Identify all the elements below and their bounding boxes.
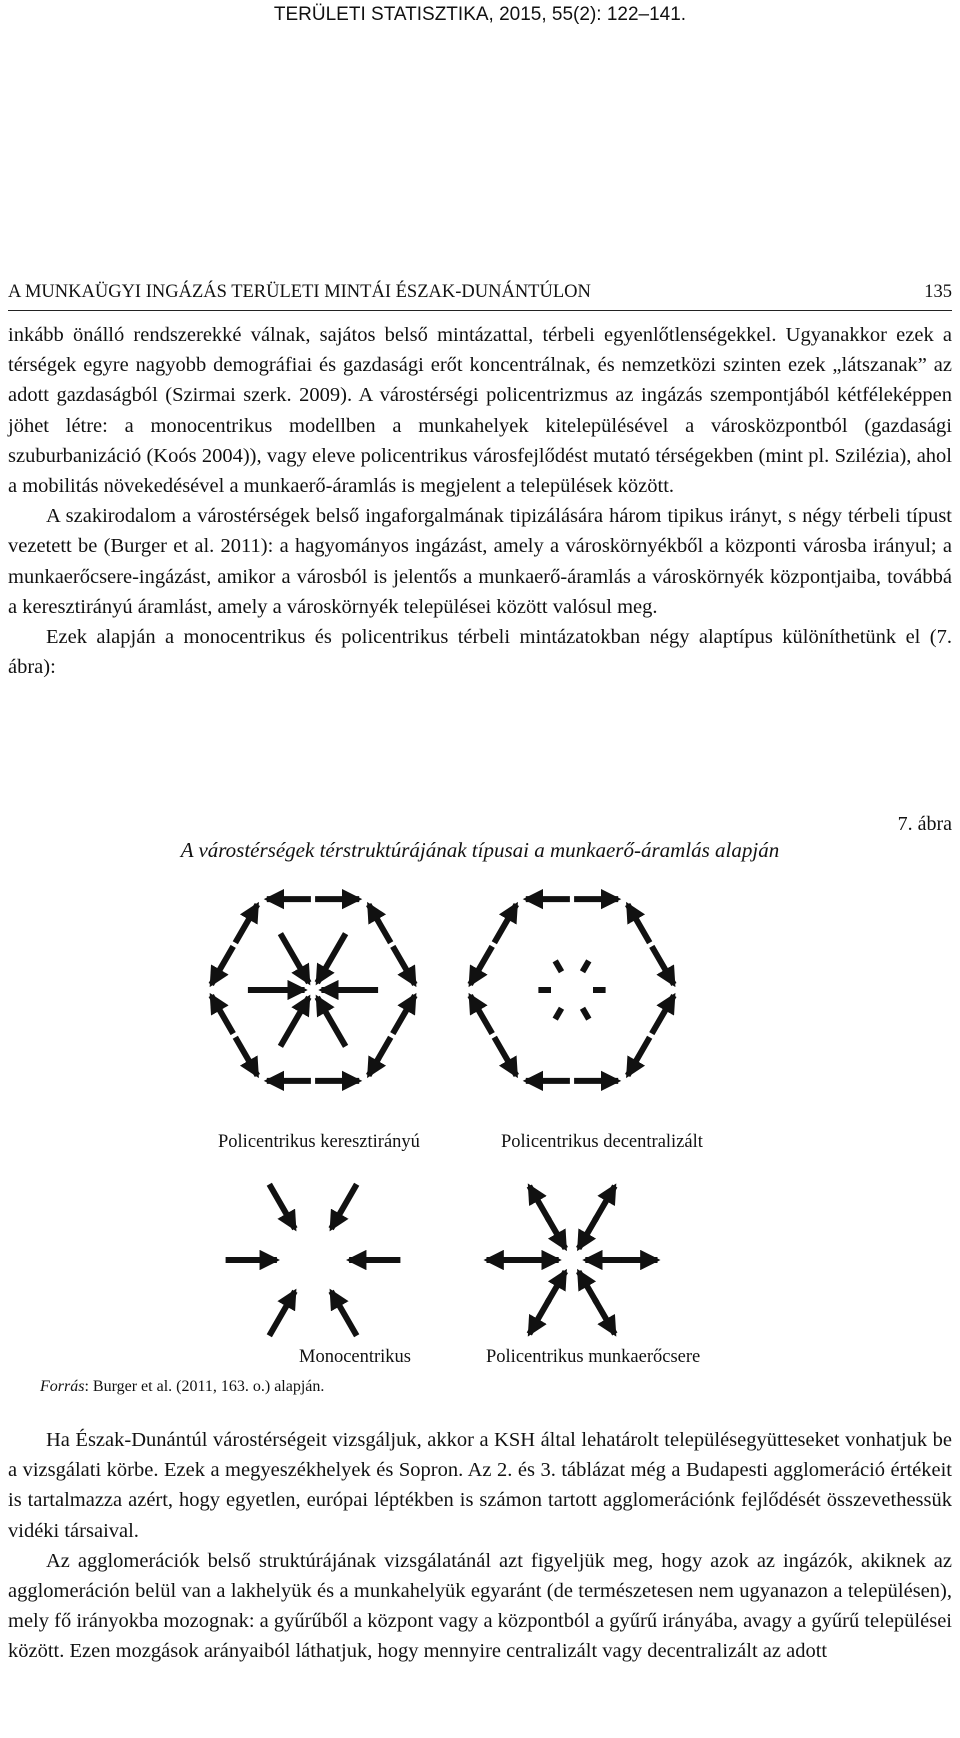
- exchange-arrows-icon: [487, 1186, 658, 1334]
- spoke-arrow-inward: [280, 934, 308, 983]
- spoke-arrow-inward: [317, 934, 345, 983]
- spoke-stub: [583, 1008, 589, 1019]
- edge-arrow: [470, 946, 492, 984]
- edge-arrow: [235, 905, 257, 943]
- panel-label-decentralized: Policentrikus decentralizált: [501, 1132, 703, 1152]
- spoke-stub: [555, 1008, 561, 1019]
- edge-arrow: [211, 946, 233, 984]
- spoke-arrow-outward: [595, 1300, 615, 1335]
- panel-label-exchange: Policentrikus munkaerőcsere: [486, 1347, 701, 1367]
- crossdirectional-arrows-icon: [211, 899, 415, 1081]
- edge-arrow: [211, 996, 233, 1034]
- edge-arrow: [652, 946, 674, 984]
- edge-arrow: [470, 996, 492, 1034]
- spoke-arrow-inward: [317, 997, 345, 1046]
- paragraph-5: Az agglomerációk belső struktúrájának vizsgálatánál azt figyeljük meg, hogy azok az ingázók, akiknek az agglomeráción belül van a lakhelyük és a munkahelyük egyaránt (de természetesen nem ugyanazon a településen), mely fő irányokba mozognak: a gyűrűből a központ vagy a központból a gyűrű irányába, avagy a gyűrű települései között. Ezen mozgások arányaiból láthatjuk, hogy mennyire centralizált vagy decentralizált az adott: [8, 1549, 952, 1663]
- spoke-stub: [555, 961, 561, 972]
- monocentric-arrows-icon: [226, 1184, 401, 1335]
- spoke-arrow-inward: [269, 1291, 295, 1335]
- paragraph-4: Ha Észak-Dunántúl várostérségeit vizsgáljuk, akkor a KSH által lehatárolt településegyütteseket vonhatjuk be a vizsgálati körbe. Ezek a megyeszékhelyek és Sopron. Az 2. és 3. táblázat még a Budapesti agglomeráció értékeit is tartalmazza azért, hogy egyetlen, európai léptékben is számon tartott agglomerációnk fejlődését összevethessük vidéki társaival.: [8, 1429, 952, 1542]
- edge-arrow: [369, 1037, 391, 1075]
- paragraph-1: inkább önálló rendszerekké válnak, sajátos belső mintázattal, térbeli egyenlőtlenségekkel. Ugyanakkor ezek a térségek egyre nagyobb demográfiai és gazdasági erőt koncentrálnak, és nemzetközi szinten ezek „látszanak” az adott gazdaságból (Szirmai szerk. 2009). A várostérségi policentrizmus az ingázás szempontjából kétféleképpen jöhet létre: a monocentrikus modellben a munkahelyek kitelepülésével a városközpontból (gazdasági szuburbanizáció (Koós 2004)), vagy eleve policentrikus városfejlődést mutató térségekben (mint pl. Szilézia), ahol a mobilitás növekedésével a munkaerő-áramlás is megjelent a települések között.: [8, 324, 952, 498]
- edge-arrow: [235, 1037, 257, 1075]
- spoke-arrow-inward: [331, 1184, 357, 1228]
- edge-arrow: [628, 1037, 650, 1075]
- spoke-arrow-inward: [269, 1184, 295, 1228]
- spoke-arrow-inward: [579, 1272, 597, 1303]
- edge-arrow: [393, 996, 415, 1034]
- edge-arrow: [494, 905, 516, 943]
- figure-number: 7. ábra: [897, 813, 952, 835]
- figure-title: A várostérségek térstruktúrájának típusai a munkaerő-áramlás alapján: [180, 838, 780, 862]
- spoke-arrow-outward: [529, 1300, 549, 1335]
- decentralized-arrows-icon: [470, 899, 674, 1081]
- journal-citation-header: TERÜLETI STATISZTIKA, 2015, 55(2): 122–141.: [273, 4, 687, 25]
- panel-label-monocentric: Monocentrikus: [299, 1347, 412, 1367]
- edge-arrow: [494, 1037, 516, 1075]
- spoke-arrow-inward: [280, 997, 308, 1046]
- panel-label-crossdirectional: Policentrikus keresztirányú: [218, 1132, 420, 1152]
- spoke-stub: [583, 961, 589, 972]
- edge-arrow: [628, 905, 650, 943]
- spoke-arrow-outward: [595, 1186, 615, 1221]
- spoke-arrow-outward: [529, 1186, 549, 1221]
- edge-arrow: [369, 905, 391, 943]
- paragraph-2: A szakirodalom a várostérségek belső ingaforgalmának tipizálására három tipikus irányt, s négy térbeli típust vezetett be (Burger et al. 2011): a hagyományos ingázást, amely a városkörnyékből a központi városba irányul; a munkaerőcsere-ingázást, amikor a városból is jelentős a munkaerő-áramlás a városkörnyék központjaiba, továbbá a keresztirányú áramlást, amely a városkörnyék települései között valósul meg.: [8, 505, 952, 618]
- spoke-arrow-inward: [547, 1272, 565, 1303]
- figure-source: [40, 1378, 324, 1396]
- source-prefix: Forrás: [40, 1378, 85, 1395]
- running-head-title: A MUNKAÜGYI INGÁZÁS TERÜLETI MINTÁI ÉSZAK-DUNÁNTÚLON: [8, 282, 591, 302]
- source-text: : Burger et al. (2011, 163. o.) alapján.: [84, 1378, 325, 1395]
- spoke-arrow-inward: [547, 1217, 565, 1248]
- spoke-arrow-inward: [331, 1291, 357, 1335]
- edge-arrow: [652, 996, 674, 1034]
- paragraph-3: Ezek alapján a monocentrikus és policentrikus térbeli mintázatokban négy alaptípus különíthetünk el (7. ábra):: [8, 626, 952, 679]
- body-text-bottom: [8, 1425, 952, 1667]
- edge-arrow: [393, 946, 415, 984]
- page-number: 135: [924, 282, 952, 302]
- spoke-arrow-inward: [579, 1217, 597, 1248]
